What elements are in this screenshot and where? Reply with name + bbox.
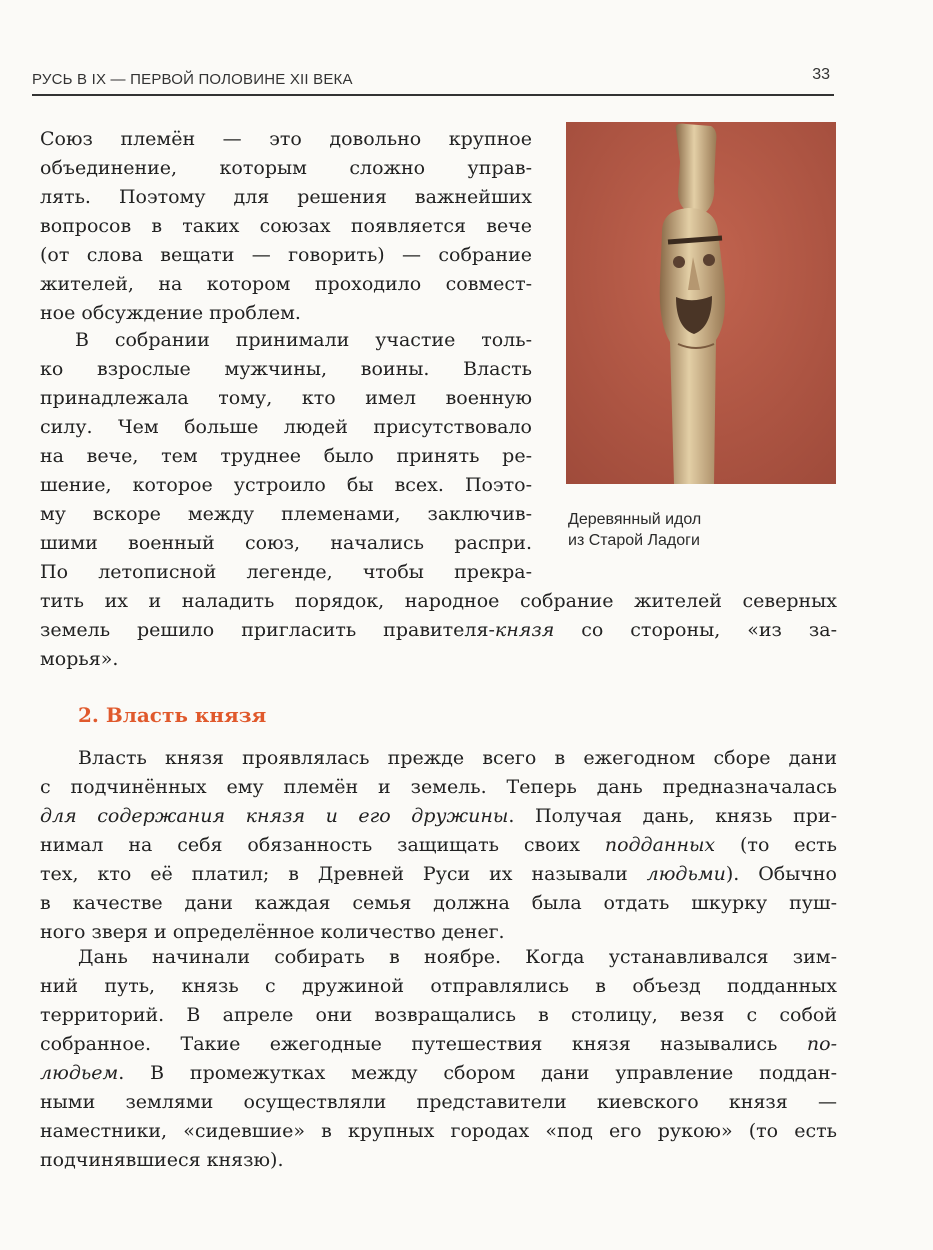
text-line: Союз племён — это довольно крупное xyxy=(40,128,532,150)
running-header xyxy=(32,66,834,96)
text-line: ными землями осуществляли представители киевского князя — xyxy=(40,1091,837,1113)
caption-line: из Старой Ладоги xyxy=(568,532,700,549)
text-line xyxy=(40,860,837,889)
text-line xyxy=(40,1030,837,1059)
text-line xyxy=(40,616,837,645)
text-line: Власть князя проявлялась прежде всего в ежегодном сборе дани xyxy=(78,747,837,769)
text-line: Дань начинали собирать в ноябре. Когда устанавливался зим- xyxy=(78,946,837,968)
emphasis-text: людьем xyxy=(40,1062,119,1084)
emphasis-text: князя xyxy=(494,619,555,641)
text-line: лять. Поэтому для решения важнейших xyxy=(40,186,532,208)
text-line: на вече, тем труднее было принять ре- xyxy=(40,445,532,467)
text-line: ко взрослые мужчины, воины. Власть xyxy=(40,358,532,380)
text-span: собранное. Такие ежегодные путешествия князя назывались xyxy=(40,1033,807,1055)
emphasis-text: подданных xyxy=(604,834,716,856)
emphasis-text: по- xyxy=(806,1033,837,1055)
text-line: тить их и наладить порядок, народное собрание жителей северных xyxy=(40,590,837,612)
wooden-idol-illustration xyxy=(566,122,836,484)
emphasis-text: для содержания князя и его дружины xyxy=(40,805,509,827)
text-line xyxy=(40,802,837,831)
text-line: му вскоре между племенами, заключив- xyxy=(40,503,532,525)
text-line: подчинявшиеся князю). xyxy=(40,1149,284,1171)
text-line xyxy=(40,1059,837,1088)
running-header-title: РУСЬ В IX — ПЕРВОЙ ПОЛОВИНЕ XII ВЕКА xyxy=(32,71,353,88)
text-line: с подчинённых ему племён и земель. Теперь дань предназначалась xyxy=(40,776,837,798)
text-span: со стороны, «из за- xyxy=(554,619,837,641)
text-line: По летописной легенде, чтобы прекра- xyxy=(40,561,532,583)
text-line: вопросов в таких союзах появляется вече xyxy=(40,215,532,237)
text-span: . В промежутках между сбором дани управление поддан- xyxy=(118,1062,837,1084)
text-line: ного зверя и определённое количество денег. xyxy=(40,921,505,943)
text-span: (то есть xyxy=(715,834,837,856)
text-line: в качестве дани каждая семья должна была отдать шкурку пуш- xyxy=(40,892,837,914)
text-line: ное обсуждение проблем. xyxy=(40,302,301,324)
text-line: силу. Чем больше людей присутствовало xyxy=(40,416,532,438)
text-line: ний путь, князь с дружиной отправлялись в объезд подданных xyxy=(40,975,837,997)
text-span: . Получая дань, князь при- xyxy=(508,805,837,827)
text-line: территорий. В апреле они возвращались в столицу, везя с собой xyxy=(40,1004,837,1026)
text-line: В собрании принимали участие толь- xyxy=(75,329,532,351)
text-span: нимал на себя обязанность защищать своих xyxy=(40,834,605,856)
text-line: морья». xyxy=(40,648,119,670)
text-line: принадлежала тому, кто имел военную xyxy=(40,387,532,409)
text-span: ). Обычно xyxy=(725,863,837,885)
wooden-idol-photo xyxy=(566,122,836,484)
text-line: наместники, «сидевшие» в крупных городах «под его рукою» (то есть xyxy=(40,1120,837,1142)
text-span: тех, кто её платил; в Древней Руси их называли xyxy=(40,863,647,885)
text-line: шение, которое устроило бы всех. Поэто- xyxy=(40,474,532,496)
text-line: жителей, на котором проходило совмест- xyxy=(40,273,532,295)
text-span: земель решило пригласить правителя- xyxy=(40,619,495,641)
text-line: объединение, которым сложно управ- xyxy=(40,157,532,179)
text-line xyxy=(40,831,837,860)
text-line: шими военный союз, начались распри. xyxy=(40,532,532,554)
figure-caption xyxy=(568,509,828,551)
caption-line: Деревянный идол xyxy=(568,511,702,528)
section-heading: 2. Власть князя xyxy=(78,703,267,727)
page-number: 33 xyxy=(812,66,830,83)
text-line: (от слова вещати — говорить) — собрание xyxy=(40,244,532,266)
emphasis-text: людьми xyxy=(646,863,726,885)
